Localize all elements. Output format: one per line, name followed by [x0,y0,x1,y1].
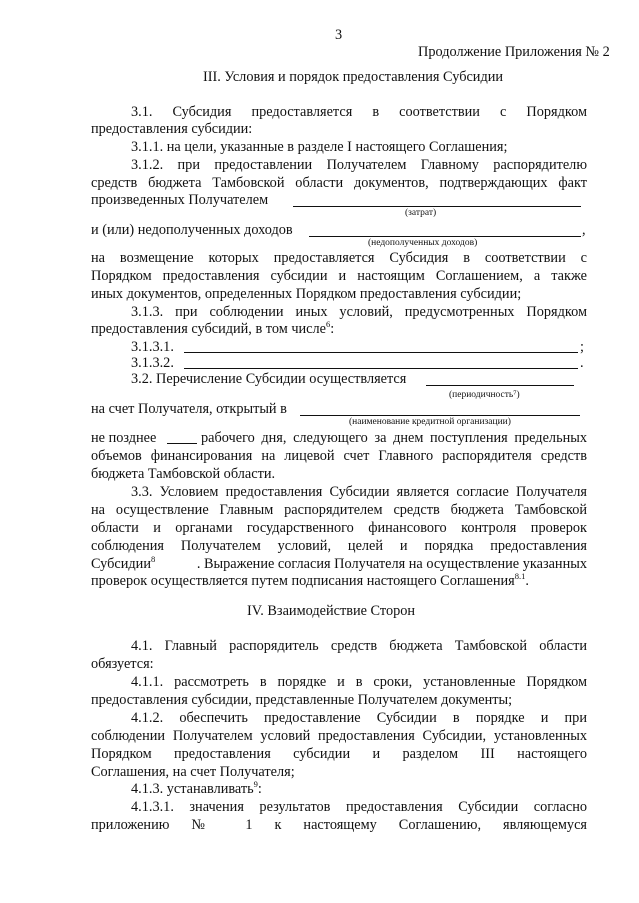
paragraph-3-1-2-line-4: и (или) недополученных доходов [91,222,293,238]
paragraph-3-1-2-line-6: Порядком предоставления субсидии и настоящим Соглашением, а также [91,268,587,284]
paragraph-3-3-line-4: соблюдения Получателем условий, целей и порядка предоставления [91,538,587,554]
paragraph-3-1-2-line-1: 3.1.2. при предоставлении Получателем Главному распорядителю [131,157,587,173]
paragraph-3-3-line-6: проверок осуществляется путем подписания настоящего Соглашения$^{8.1}$. [91,571,529,589]
section-3-heading: III. Условия и порядок предоставления Субсидии [203,69,504,85]
paragraph-4-1-1-line-1: 4.1.1. рассмотреть в порядке и в сроки, установленные Порядком [131,674,587,690]
paragraph-3-2-line-5: бюджета Тамбовской области. [91,466,276,482]
paragraph-3-2-line-2: на счет Получателя, открытый в [91,401,287,417]
income-blank-line [309,236,581,237]
periodicity-blank-line [426,385,574,386]
paragraph-3-1-2-line-5: на возмещение которых предоставляется Субсидия в соответствии с [91,250,587,266]
paragraph-4-1-3-1-line-1: 4.1.3.1. значения результатов предоставления Субсидии согласно [131,799,587,815]
paragraph-3-1-line-1: 3.1. Субсидия предоставляется в соответствии с Порядком [131,104,587,120]
paragraph-3-1-3-line-1: 3.1.3. при соблюдении иных условий, предусмотренных Порядком [131,304,587,320]
continuation-note: Продолжение Приложения № 2 [418,44,610,60]
comma: , [582,222,586,238]
item-3-1-3-2-blank-line [184,368,578,369]
paragraph-3-1-2-line-3: произведенных Получателем [91,192,269,208]
semicolon: ; [580,339,584,355]
period: . [580,355,584,371]
paragraph-3-1-line-2: предоставления субсидии: [91,121,253,137]
days-blank-line [167,443,197,444]
paragraph-4-1-3: 4.1.3. устанавливать$^9$: [131,779,262,797]
paragraph-3-1-2-line-7: иных документов, определенных Порядком предоставления субсидии; [91,286,522,302]
paragraph-4-1-2-line-3: Порядком предоставления субсидии и разделом III настоящего [91,746,587,762]
paragraph-4-1-2-line-4: Соглашения, на счет Получателя; [91,764,295,780]
paragraph-4-1-1-line-2: предоставления субсидии, представленные Получателем документы; [91,692,513,708]
bank-caption: (наименование кредитной организации) [349,417,511,427]
costs-caption: (затрат) [405,208,437,218]
paragraph-4-1-2-line-2: соблюдении Получателем условий предоставления Субсидии, установленных [91,728,587,744]
paragraph-3-3-line-5: Субсидии$^8$ . Выражение согласия Получателя на осуществление указанных [91,554,587,572]
costs-blank-line [293,206,581,207]
periodicity-caption: (периодичность⁷) [449,390,520,400]
section-4-heading: IV. Взаимодействие Сторон [247,603,416,619]
footnote-ref-8: 8 [151,554,156,565]
paragraph-3-2-line-1: 3.2. Перечисление Субсидии осуществляется [131,371,407,387]
footnote-ref-9: 9 [253,779,258,790]
paragraph-3-3-line-1: 3.3. Условием предоставления Субсидии является согласие Получателя [131,484,587,500]
paragraph-3-1-3-line-2: предоставления субсидий, в том числе$^6$: [91,319,335,337]
paragraph-3-2-line-3-end: рабочего дня, следующего за днем поступления предельных [201,430,587,446]
item-3-1-3-1-blank-line [184,352,578,353]
paragraph-3-1-1: 3.1.1. на цели, указанные в разделе I настоящего Соглашения; [131,139,508,155]
income-caption: (недополученных доходов) [368,238,478,248]
paragraph-3-2-line-3-start: не позднее [91,430,157,446]
paragraph-4-1-2-line-1: 4.1.2. обеспечить предоставление Субсидии в порядке и при [131,710,587,726]
footnote-ref-6: 6 [326,319,331,330]
paragraph-4-1-3-1-line-2: приложению № 1 к настоящему Соглашению, являющемуся [91,817,587,833]
page-number: 3 [335,27,343,43]
paragraph-4-1-line-2: обязуется: [91,656,154,672]
item-3-1-3-1: 3.1.3.1. [131,339,174,355]
footnote-ref-8-1: 8.1 [514,571,526,582]
paragraph-3-3-line-2: на осуществление Главным распорядителем средств бюджета Тамбовской [91,502,587,518]
paragraph-3-2-line-4: объемов финансирования на лицевой счет Главного распорядителя средств [91,448,587,464]
paragraph-4-1-line-1: 4.1. Главный распорядитель средств бюджета Тамбовской области [131,638,587,654]
paragraph-3-3-line-3: области и органами государственного финансового контроля проверок [91,520,587,536]
item-3-1-3-2: 3.1.3.2. [131,355,174,371]
paragraph-3-1-2-line-2: средств бюджета Тамбовской области документов, подтверждающих факт [91,175,587,191]
bank-blank-line [300,415,580,416]
